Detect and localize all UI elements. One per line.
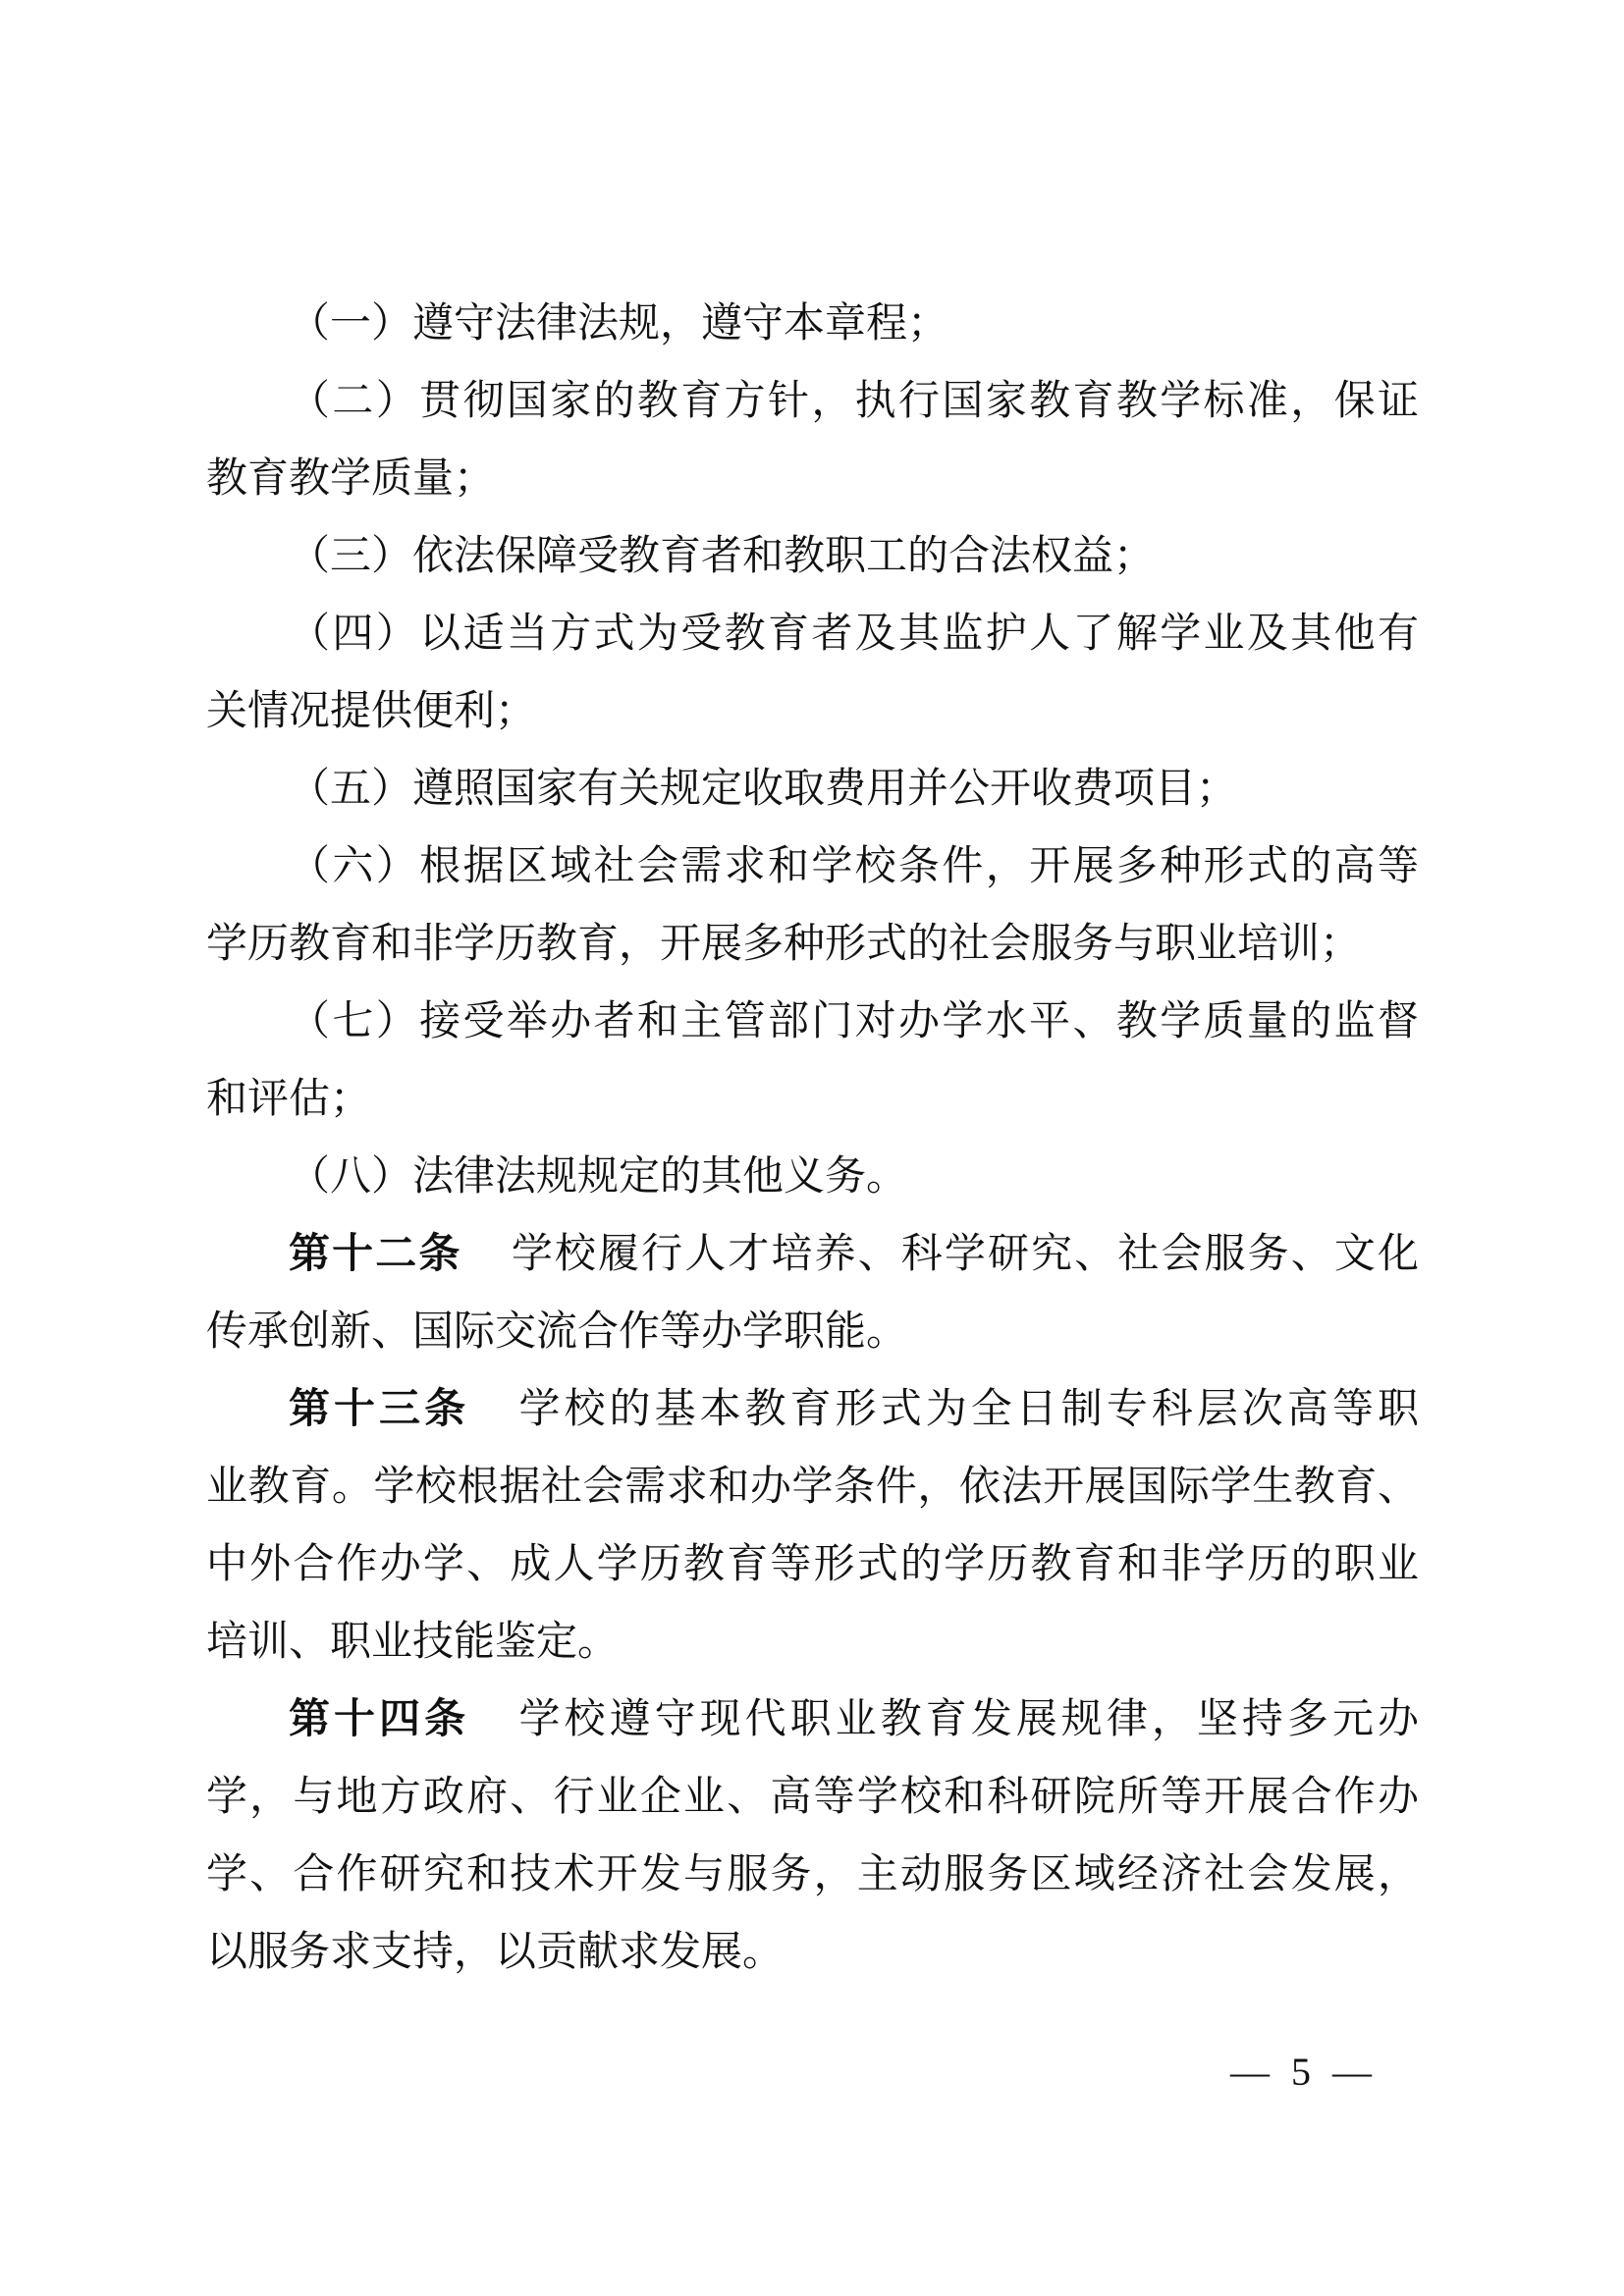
document-body	[206, 286, 1419, 1992]
text-line: 和评估；	[206, 1077, 372, 1122]
line-text: 学校遵守现代职业教育发展规律，坚持多元办	[518, 1697, 1419, 1742]
line-text: 学校的基本教育形式为全日制专科层次高等职	[518, 1387, 1419, 1432]
text-line: 教育教学质量；	[206, 456, 496, 502]
text-line: 学、合作研究和技术开发与服务，主动服务区域经济社会发展，	[206, 1852, 1419, 1897]
text-line	[206, 1682, 1419, 1759]
text-line: （四）以适当方式为受教育者及其监护人了解学业及其他有	[289, 612, 1419, 657]
text-line: 学，与地方政府、行业企业、高等学校和科研院所等开展合作办	[206, 1775, 1419, 1820]
article-number: 第十四条	[289, 1697, 470, 1742]
article-number: 第十二条	[289, 1232, 462, 1277]
text-line: 业教育。学校根据社会需求和办学条件，依法开展国际学生教育、	[206, 1465, 1419, 1510]
page-number: — 5 —	[1230, 2050, 1378, 2094]
text-line: （二）贯彻国家的教育方针，执行国家教育教学标准，保证	[289, 379, 1419, 424]
text-line: （七）接受举办者和主管部门对办学水平、教学质量的监督	[289, 999, 1419, 1044]
text-line: （六）根据区域社会需求和学校条件，开展多种形式的高等	[289, 844, 1419, 889]
text-line: （八）法律法规规定的其他义务。	[289, 1154, 908, 1200]
text-line: 培训、职业技能鉴定。	[206, 1620, 620, 1665]
text-line: 关情况提供便利；	[206, 689, 537, 734]
text-line	[206, 1216, 1419, 1294]
text-line: 传承创新、国际交流合作等办学职能。	[206, 1309, 908, 1355]
text-line	[206, 1371, 1419, 1449]
text-line: （五）遵照国家有关规定收取费用并公开收费项目；	[289, 767, 1238, 812]
text-line: （一）遵守法律法规，遵守本章程；	[289, 301, 949, 347]
text-line: 中外合作办学、成人学历教育等形式的学历教育和非学历的职业	[206, 1542, 1419, 1587]
text-line: （三）依法保障受教育者和教职工的合法权益；	[289, 534, 1156, 579]
text-line: 以服务求支持，以贡献求发展。	[206, 1930, 785, 1975]
line-text: 学校履行人才培养、科学研究、社会服务、文化	[511, 1232, 1419, 1277]
article-number: 第十三条	[289, 1387, 470, 1432]
text-line: 学历教育和非学历教育，开展多种形式的社会服务与职业培训；	[206, 922, 1362, 967]
